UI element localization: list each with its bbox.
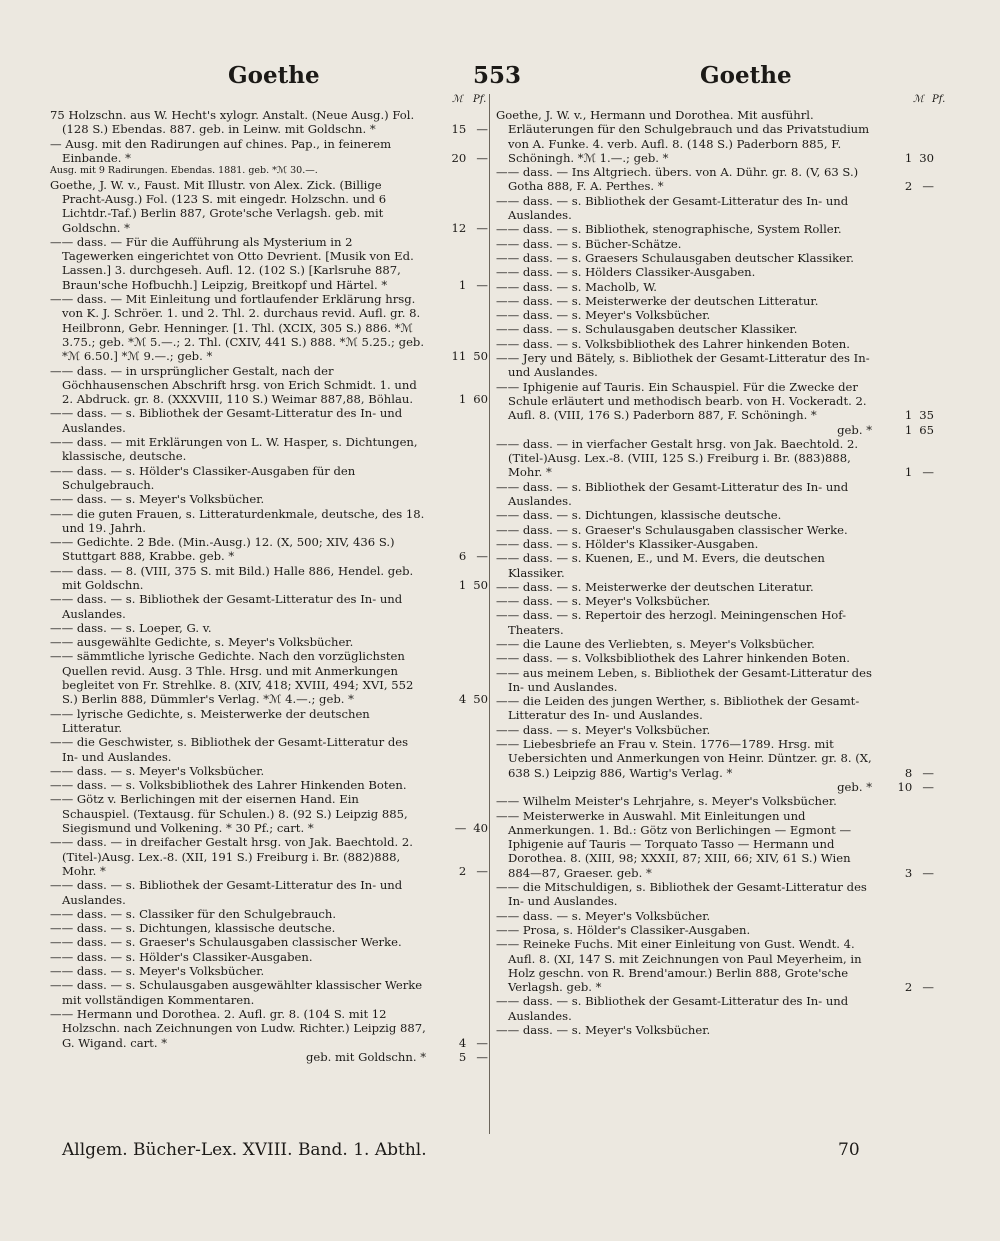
catalog-entry (50, 492, 488, 506)
entry-price (905, 766, 934, 780)
entry-price (905, 465, 934, 479)
entry-text: —— dass. — Für die Aufführung als Mysterium in 2 Tagewerken eingerichtet von Otto Devrient. [Musik von Ed. Lassen.] 3. durchgeseh. Aufl. 12. (102 S.) [Karlsruhe 887, Braun'sche Hofbuchh.] Leipzig, Breitkopf und Härtel. * (50, 234, 414, 292)
entry-text: —— dass. — s. Meyer's Volksbücher. (496, 594, 711, 609)
entry-text: —— die Geschwister, s. Bibliothek der Gesamt-Litteratur des In- und Auslandes. (50, 735, 409, 764)
catalog-entry (496, 923, 934, 937)
catalog-entry (50, 564, 488, 593)
catalog-entry (496, 280, 934, 294)
catalog-entry (50, 165, 488, 178)
price-pfennig: 30 (919, 150, 934, 165)
entry-text: —— dass. — s. Bibliothek der Gesamt-Litteratur des In- und Auslandes. (50, 592, 403, 621)
entry-text: —— Jery und Bätely, s. Bibliothek der Gesamt-Litteratur des In- und Auslandes. (496, 351, 870, 380)
catalog-entry (496, 651, 934, 665)
catalog-entry (50, 935, 488, 949)
catalog-entry (50, 764, 488, 778)
catalog-entry (496, 723, 934, 737)
entry-text: —— dass. — s. Volksbibliothek des Lahrer hinkenden Boten. (496, 651, 850, 666)
price-mark: 1 (904, 422, 913, 437)
entry-price (905, 408, 934, 422)
catalog-entry (496, 294, 934, 308)
catalog-entry (50, 364, 488, 407)
footer-signature: Allgem. Bücher-Lex. XVIII. Band. 1. Abthl. (62, 1140, 427, 1160)
entry-text: geb. * (837, 422, 872, 437)
catalog-entry (50, 435, 488, 464)
entry-text: —— Reineke Fuchs. Mit einer Einleitung von Gust. Wendt. 4. Aufl. 8. (XI, 147 S. mit Zeichnungen von Paul Meyerheim, in Holz geschn. von R. Brend'amour.) Berlin 888, Grote'sche Verlagsh. geb. * (496, 937, 862, 995)
catalog-entry (496, 694, 934, 723)
entry-price (898, 780, 934, 794)
price-mark: 6 (458, 549, 467, 564)
entry-text: —— dass. — s. Meyer's Volksbücher. (496, 722, 711, 737)
catalog-entry (496, 794, 934, 808)
catalog-entry (496, 666, 934, 695)
catalog-entry (50, 108, 488, 137)
entry-price (459, 278, 488, 292)
price-mark: 1 (458, 578, 467, 592)
entry-text: — Ausg. mit den Radirungen auf chines. Pap., in feinerem Einbande. * (50, 136, 392, 165)
entry-text: —— dass. — s. Meyer's Volksbücher. (50, 763, 265, 778)
column-divider (489, 94, 490, 1134)
catalog-entry (50, 735, 488, 764)
price-pfennig: — (476, 122, 488, 137)
entry-text: —— dass. — s. Repertoir des herzogl. Meiningenschen Hof-Theaters. (496, 608, 847, 637)
entry-price (459, 692, 488, 706)
left-pf-head: Pf. (473, 94, 487, 105)
price-mark: 1 (458, 277, 467, 292)
entry-price (905, 151, 934, 165)
price-mark: 4 (458, 1035, 467, 1050)
entry-text: —— dass. — s. Dichtungen, klassische deutsche. (50, 921, 336, 936)
entry-text: —— dass. — s. Loeper, G. v. (50, 620, 212, 635)
catalog-entry (496, 437, 934, 480)
left-mark-head: ℳ (452, 94, 463, 105)
entry-text: —— dass. — s. Meyer's Volksbücher. (496, 308, 711, 323)
footer-sheet-number: 70 (838, 1140, 860, 1160)
entry-price (905, 179, 934, 193)
price-pfennig: — (476, 277, 488, 292)
catalog-entry (50, 464, 488, 493)
entry-text: —— dass. — s. Hölder's Klassiker-Ausgaben. (496, 536, 759, 551)
price-pfennig: — (922, 465, 934, 480)
entry-text: —— dass. — s. Hölder's Classiker-Ausgaben für den Schulgebrauch. (50, 463, 356, 492)
catalog-entry (496, 165, 934, 194)
catalog-entry (496, 480, 934, 509)
entry-text: —— dass. — s. Bibliothek der Gesamt-Litteratur des In- und Auslandes. (50, 878, 403, 907)
entry-text: —— die guten Frauen, s. Litteraturdenkmale, deutsche, des 18. und 19. Jahrh. (50, 506, 425, 535)
entry-price (459, 549, 488, 563)
price-mark: 12 (451, 220, 467, 235)
entry-text: —— Iphigenie auf Tauris. Ein Schauspiel. Für die Zwecke der Schule erläutert und methodisch bearb. von H. Vockeradt. 2. Aufl. 8. (VIII, 176 S.) Paderborn 887, F. Schöningh. * (496, 379, 867, 423)
running-head-right: Goethe (700, 62, 792, 89)
entry-text: 75 Holzschn. aus W. Hecht's xylogr. Anstalt. (Neue Ausg.) Fol. (128 S.) Ebendas. 887. geb. in Leinw. mit Goldschn. * (50, 108, 415, 137)
running-head-left: Goethe (228, 62, 320, 89)
catalog-entry (50, 707, 488, 736)
entry-text: —— die Mitschuldigen, s. Bibliothek der Gesamt-Litteratur des In- und Auslandes. (496, 880, 867, 909)
price-mark: 1 (458, 392, 467, 407)
entry-text: —— die Laune des Verliebten, s. Meyer's Volksbücher. (496, 636, 815, 651)
catalog-entry (496, 909, 934, 923)
catalog-entry (50, 235, 488, 292)
catalog-entry (496, 308, 934, 322)
entry-text: —— dass. — mit Erklärungen von L. W. Hasper, s. Dichtungen, klassische, deutsche. (50, 435, 418, 464)
catalog-entry (50, 978, 488, 1007)
entry-text: —— aus meinem Leben, s. Bibliothek der Gesamt-Litteratur des In- und Auslandes. (496, 665, 872, 694)
catalog-entry (496, 880, 934, 909)
entry-text: geb. * (837, 779, 872, 794)
price-mark: 1 (904, 408, 913, 423)
right-column (496, 108, 934, 1037)
catalog-entry (496, 251, 934, 265)
catalog-entry (50, 1007, 488, 1050)
entry-text: —— dass. — s. Hölder's Classiker-Ausgaben. (50, 949, 313, 964)
entry-text: —— dass. — s. Graeser's Schulausgaben classischer Werke. (50, 935, 402, 950)
catalog-entry (496, 322, 934, 336)
price-pfennig: — (922, 865, 934, 880)
price-mark: 4 (458, 692, 467, 707)
price-mark: 2 (904, 179, 913, 194)
entry-text: Ausg. mit 9 Radirungen. Ebendas. 1881. geb. *ℳ 30.—. (50, 165, 318, 177)
catalog-entry (50, 1050, 488, 1064)
catalog-entry (496, 108, 934, 165)
price-mark: 11 (451, 349, 467, 364)
price-mark: 10 (897, 779, 913, 794)
catalog-entry (496, 423, 934, 437)
entry-price (905, 866, 934, 880)
entry-text: —— dass. — s. Meyer's Volksbücher. (50, 492, 265, 507)
catalog-entry (496, 380, 934, 423)
catalog-entry (496, 351, 934, 380)
catalog-entry (50, 635, 488, 649)
entry-text: —— dass. — Ins Altgriech. übers. von A. Dühr. gr. 8. (V, 63 S.) Gotha 888, F. A. Perthes. * (496, 165, 859, 194)
catalog-entry (50, 178, 488, 235)
entry-text: —— dass. — s. Bibliothek der Gesamt-Litteratur des In- und Auslandes. (496, 479, 849, 509)
entry-text: —— dass. — s. Graeser's Schulausgaben classischer Werke. (496, 522, 848, 537)
price-mark: — (454, 821, 467, 836)
entry-text: —— dass. — s. Bibliothek, stenographische, System Roller. (496, 222, 842, 237)
price-mark: 15 (451, 122, 467, 137)
right-mark-head: ℳ (913, 94, 924, 105)
price-mark: 5 (458, 1049, 467, 1064)
entry-price (905, 423, 934, 437)
entry-text: —— Wilhelm Meister's Lehrjahre, s. Meyer's Volksbücher. (496, 794, 837, 809)
price-pfennig: 60 (473, 392, 488, 407)
entry-text: —— dass. — s. Volksbibliothek des Lahrer Hinkenden Boten. (50, 778, 407, 793)
entry-text: —— die Leiden des jungen Werther, s. Bibliothek der Gesamt-Litteratur des In- und Auslandes. (496, 694, 860, 723)
entry-text: —— dass. — s. Schulausgaben deutscher Klassiker. (496, 322, 798, 337)
entry-text: —— dass. — s. Meyer's Volksbücher. (496, 1023, 711, 1037)
catalog-entry (496, 222, 934, 236)
price-pfennig: — (476, 220, 488, 235)
entry-text: Goethe, J. W. v., Faust. Mit Illustr. von Alex. Zick. (Billige Pracht-Ausg.) Fol. (123 S. mit eingedr. Holzschn. und 6 Lichtdr.-Taf.) Berlin 887, Grote'sche Verlagsh. geb. mit Goldschn. * (50, 177, 387, 235)
entry-text: —— Götz v. Berlichingen mit der eisernen Hand. Ein Schauspiel. (Textausg. für Schulen.) 8. (92 S.) Leipzig 885, Siegismund und Volkening. * 30 Pf.; cart. * (50, 792, 408, 836)
entry-price (452, 122, 488, 136)
entry-text: —— Liebesbriefe an Frau v. Stein. 1776—1789. Hrsg. mit Uebersichten und Anmerkungen von Heinr. Düntzer. gr. 8. (X, 638 S.) Leipzig 886, Wartig's Verlag. * (496, 737, 872, 780)
entry-price (459, 1036, 488, 1050)
entry-text: —— dass. — s. Volksbibliothek des Lahrer hinkenden Boten. (496, 336, 850, 351)
price-pfennig: — (476, 1049, 488, 1064)
catalog-entry (496, 809, 934, 880)
catalog-entry (496, 337, 934, 351)
entry-text: —— Hermann und Dorothea. 2. Aufl. gr. 8. (104 S. mit 12 Holzschn. nach Zeichnungen von Ludw. Richter.) Leipzig 887, G. Wigand. cart. * (50, 1006, 426, 1050)
price-pfennig: 40 (473, 821, 488, 836)
entry-text: —— dass. — in vierfacher Gestalt hrsg. von Jak. Baechtold. 2. (Titel-)Ausg. Lex.-8. (VIII, 125 S.) Freiburg i. Br. (883)888, Mohr. * (496, 436, 859, 480)
catalog-entry (496, 265, 934, 279)
entry-text: —— ausgewählte Gedichte, s. Meyer's Volksbücher. (50, 635, 354, 650)
price-mark: 2 (458, 863, 467, 878)
entry-text: geb. mit Goldschn. * (305, 1049, 426, 1064)
catalog-entry (496, 594, 934, 608)
price-mark: 2 (904, 980, 913, 995)
catalog-entry (50, 137, 488, 166)
catalog-entry (50, 406, 488, 435)
catalog-entry (50, 292, 488, 363)
entry-text: —— dass. — s. Meisterwerke der deutschen Litteratur. (496, 293, 819, 308)
page-number: 553 (473, 62, 522, 89)
catalog-entry (50, 835, 488, 878)
entry-text: —— dass. — Mit Einleitung und fortlaufender Erklärung hrsg. von K. J. Schröer. 1. und 2. Thl. 2. durchaus revid. Aufl. gr. 8. Heilbronn, Gebr. Henninger. [1. Thl. (XCIX, 305 S.) 886. *ℳ 3.75.; geb. *ℳ 5.—.; 2. Thl. (CXIV, 441 S.) 888. *ℳ 5.25.; geb. *ℳ 6.50.] *ℳ 9.—.; geb. * (50, 292, 425, 364)
catalog-entry (496, 994, 934, 1023)
catalog-entry (496, 537, 934, 551)
catalog-entry (496, 780, 934, 794)
catalog-entry (496, 608, 934, 637)
catalog-entry (496, 508, 934, 522)
entry-text: —— dass. — s. Meisterwerke der deutschen Literatur. (496, 579, 814, 594)
entry-text: —— dass. — in ursprünglicher Gestalt, nach der Göchhausenschen Abschrift hrsg. von Erich Schmidt. 1. und 2. Abdruck. gr. 8. (XXXVIII, 110 S.) Weimar 887,88, Böhlau. (50, 363, 417, 407)
entry-text: —— dass. — s. Graesers Schulausgaben deutscher Klassiker. (496, 250, 854, 265)
entry-text: —— sämmtliche lyrische Gedichte. Nach den vorzüglichsten Quellen revid. Ausg. 3 Thle. Hrsg. und mit Anmerkungen begleitet von Fr. Strehlke. 8. (XIV, 418; XVIII, 494; XVI, 552 S.) Berlin 888, Dümmler's Verlag. *ℳ 4.—.; geb. * (50, 649, 414, 707)
entry-price (452, 221, 488, 235)
catalog-entry (50, 535, 488, 564)
entry-text: —— Prosa, s. Hölder's Classiker-Ausgaben. (496, 922, 751, 937)
price-pfennig: — (922, 179, 934, 194)
entry-text: —— dass. — s. Macholb, W. (496, 279, 657, 294)
entry-price (459, 578, 488, 592)
catalog-entry (496, 737, 934, 780)
catalog-entry (50, 649, 488, 706)
catalog-entry (496, 551, 934, 580)
entry-price (459, 392, 488, 406)
catalog-entry (496, 237, 934, 251)
catalog-entry (50, 507, 488, 536)
price-pfennig: 50 (473, 578, 488, 592)
catalog-entry (496, 194, 934, 223)
entry-text: —— dass. — s. Classiker für den Schulgebrauch. (50, 906, 337, 921)
entry-text: —— dass. — 8. (VIII, 375 S. mit Bild.) Halle 886, Hendel. geb. mit Goldschn. (50, 563, 414, 592)
entry-text: —— Gedichte. 2 Bde. (Min.-Ausg.) 12. (X, 500; XIV, 436 S.) Stuttgart 888, Krabbe. geb. * (50, 535, 395, 564)
catalog-entry (496, 637, 934, 651)
entry-text: —— dass. — s. Meyer's Volksbücher. (50, 964, 265, 979)
entry-text: —— dass. — s. Bibliothek der Gesamt-Litteratur des In- und Auslandes. (496, 994, 849, 1023)
entry-text: —— lyrische Gedichte, s. Meisterwerke der deutschen Litteratur. (50, 706, 370, 735)
price-mark: 8 (904, 765, 913, 780)
catalog-entry (496, 580, 934, 594)
catalog-entry (50, 907, 488, 921)
price-pfennig: — (476, 549, 488, 564)
catalog-entry (496, 937, 934, 994)
entry-price (459, 1050, 488, 1064)
price-mark: 3 (904, 865, 913, 880)
entry-price (452, 151, 488, 165)
catalog-entry (50, 921, 488, 935)
catalog-entry (496, 1023, 934, 1037)
catalog-entry (50, 778, 488, 792)
price-pfennig: — (922, 765, 934, 780)
entry-price (905, 980, 934, 994)
entry-text: —— dass. — s. Meyer's Volksbücher. (496, 908, 711, 923)
price-pfennig: 50 (473, 349, 488, 364)
catalog-entry (50, 964, 488, 978)
left-column (50, 108, 488, 1064)
entry-text: —— Meisterwerke in Auswahl. Mit Einleitungen und Anmerkungen. 1. Bd.: Götz von Berlichingen — Egmont — Iphigenie auf Tauris — Torquato Tasso — Hermann und Dorothea. 8. (XIII, 98; XXXII, 87; XIII, 66; XIV, 61 S.) Wien 884—87, Graeser. geb. * (496, 808, 852, 880)
catalog-entry (50, 878, 488, 907)
entry-price (452, 349, 488, 363)
entry-text: —— dass. — s. Kuenen, E., und M. Evers, die deutschen Klassiker. (496, 551, 825, 580)
catalog-entry (496, 523, 934, 537)
right-pf-head: Pf. (932, 94, 946, 105)
entry-price (459, 864, 488, 878)
entry-text: —— dass. — s. Bibliothek der Gesamt-Litteratur des In- und Auslandes. (496, 193, 849, 223)
price-mark: 1 (904, 150, 913, 165)
entry-text: —— dass. — in dreifacher Gestalt hrsg. von Jak. Baechtold. 2. (Titel-)Ausg. Lex.-8. (XII, 191 S.) Freiburg i. Br. (882)888, Mohr. * (50, 835, 413, 878)
price-pfennig: 35 (919, 408, 934, 423)
catalog-entry (50, 621, 488, 635)
price-mark: 1 (904, 465, 913, 480)
entry-text: —— dass. — s. Dichtungen, klassische deutsche. (496, 508, 782, 523)
catalog-entry (50, 592, 488, 621)
price-pfennig: 50 (473, 692, 488, 707)
catalog-entry (50, 792, 488, 835)
entry-text: —— dass. — s. Bücher-Schätze. (496, 236, 682, 251)
price-pfennig: 65 (919, 422, 934, 437)
catalog-entry (50, 950, 488, 964)
price-pfennig: — (476, 1035, 488, 1050)
entry-text: Goethe, J. W. v., Hermann und Dorothea. Mit ausführl. Erläuterungen für den Schulgebrauch und das Privatstudium von A. Funke. 4. verb. Aufl. 8. (148 S.) Paderborn 885, F. Schöningh. *ℳ 1.—.; geb. * (496, 108, 870, 165)
entry-price (455, 821, 488, 835)
entry-text: —— dass. — s. Bibliothek der Gesamt-Litteratur des In- und Auslandes. (50, 406, 403, 435)
price-pfennig: — (476, 863, 488, 878)
entry-text: —— dass. — s. Schulausgaben ausgewählter klassischer Werke mit vollständigen Kommentaren. (50, 978, 423, 1007)
price-pfennig: — (476, 150, 488, 165)
price-mark: 20 (451, 150, 467, 165)
price-pfennig: — (922, 980, 934, 995)
price-pfennig: — (922, 779, 934, 794)
entry-text: —— dass. — s. Hölders Classiker-Ausgaben. (496, 265, 756, 280)
